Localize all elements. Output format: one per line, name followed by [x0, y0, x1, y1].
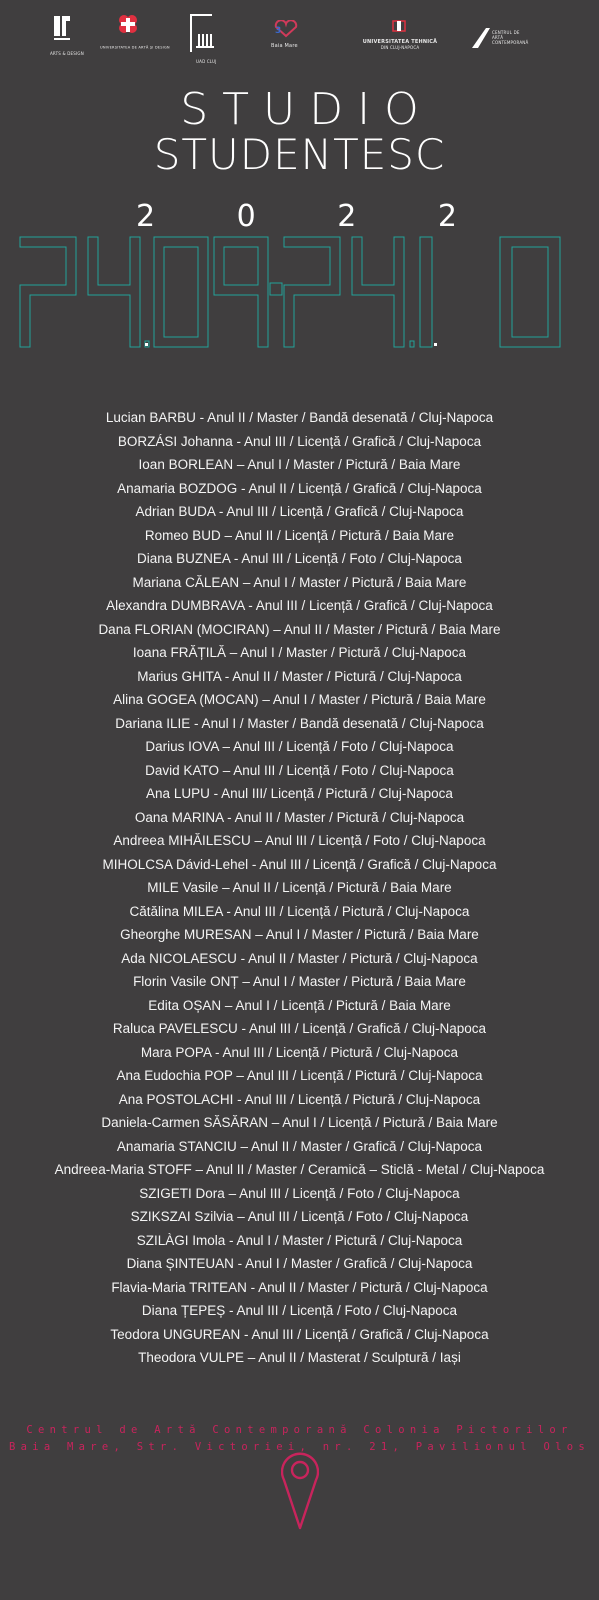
participant-entry: Alina GOGEA (MOCAN) – Anul I / Master / Pictură / Baia Mare — [113, 692, 486, 707]
participant-entry: Diana BUZNEA - Anul III / Licență / Foto / Cluj-Napoca — [137, 551, 462, 566]
participant-entry: SZILÀGI Imola - Anul I / Master / Pictură / Cluj-Napoca — [136, 1232, 463, 1248]
participant-entry: Mariana CĂLEAN – Anul I / Master / Pictură / Baia Mare — [132, 574, 467, 590]
participant-entry: Ana POSTOLACHI - Anul III / Licență / Pictură / Cluj-Napoca — [118, 1091, 481, 1107]
participant-entry: Ioana FRĂȚILĂ – Anul I / Master / Pictură / Cluj-Napoca — [132, 645, 467, 660]
participant-entry: Edita OȘAN – Anul I / Licență / Pictură / Baia Mare — [148, 997, 451, 1013]
participant-entry: Andreea MIHĂILESCU – Anul III / Licență / Foto / Cluj-Napoca — [113, 833, 486, 848]
participant-entry: BORZÁSI Johanna - Anul III / Licență / Grafică / Cluj-Napoca — [117, 433, 482, 449]
participant-entry: Ana LUPU - Anul III/ Licență / Pictură / Cluj-Napoca — [146, 786, 453, 801]
participant-entry: Mara POPA - Anul III / Licență / Pictură / Cluj-Napoca — [140, 1044, 459, 1060]
participant-entry: MIHOLCSA Dávid-Lehel - Anul III / Licență / Grafică / Cluj-Napoca — [102, 856, 497, 872]
participant-entry: Teodora UNGUREAN - Anul III / Licență / Grafică / Cluj-Napoca — [110, 1326, 489, 1342]
logo-caption: Baia Mare — [271, 43, 298, 49]
participant-entry: Florin Vasile ONȚ – Anul I / Master / Pictură / Baia Mare — [133, 974, 466, 989]
participant-entry: Raluca PAVELESCU - Anul III / Licență / Grafică / Cluj-Napoca — [112, 1021, 487, 1036]
participant-entry: Flavia-Maria TRITEAN - Anul II / Master / Pictură / Cluj-Napoca — [111, 1279, 488, 1295]
participant-entry: Romeo BUD – Anul II / Licență / Pictură / Baia Mare — [144, 527, 455, 543]
svg-text:3: 3 — [275, 26, 282, 36]
participant-entry: Darius IOVA – Anul III / Licență / Foto / Cluj-Napoca — [145, 739, 454, 754]
participant-entry: Daniela-Carmen SĂSĂRAN – Anul I / Licență / Pictură / Baia Mare — [101, 1115, 498, 1130]
address-venue: Centrul de Artă Contemporană Colonia Pictorilor — [26, 1424, 573, 1436]
participant-entry: Dana FLORIAN (MOCIRAN) – Anul II / Master / Pictură / Baia Mare — [98, 621, 501, 637]
participant-entry: Ana Eudochia POP – Anul III / Licență / Pictură / Cluj-Napoca — [116, 1068, 483, 1083]
participant-entry: Anamaria BOZDOG - Anul II / Licență / Grafică / Cluj-Napoca — [117, 480, 482, 496]
participant-entry: SZIKSZAI Szilvia – Anul III / Licență / Foto / Cluj-Napoca — [130, 1209, 469, 1224]
participant-entry: Diana ȚEPEȘ - Anul III / Licență / Foto / Cluj-Napoca — [141, 1303, 458, 1318]
participant-entry: David KATO – Anul III / Licență / Foto / Cluj-Napoca — [145, 762, 454, 778]
participants-list — [0, 406, 599, 1370]
participant-entry: SZIGETI Dora – Anul III / Licență / Foto / Cluj-Napoca — [139, 1185, 460, 1201]
participant-entry: Ada NICOLAESCU - Anul II / Master / Pictură / Cluj-Napoca — [121, 950, 478, 966]
participant-entry: Diana ȘINTEUAN - Anul I / Master / Grafică / Cluj-Napoca — [126, 1256, 473, 1271]
participant-entry: Marius GHITA - Anul II / Master / Pictură / Cluj-Napoca — [137, 668, 462, 684]
address-street: Baia Mare, Str. Victoriei, nr. 21, Pavilionul Olos — [8, 1441, 591, 1453]
column-building-logo — [188, 12, 218, 64]
participant-entry: Alexandra DUMBRAVA - Anul III / Licență / Grafică / Cluj-Napoca — [106, 598, 493, 613]
title-year: 2 0 2 2 — [136, 199, 493, 234]
map-pin-icon — [281, 1440, 319, 1530]
university-bracket-logo — [48, 12, 84, 64]
participant-entry: Andreea-Maria STOFF – Anul II / Master / Ceramică – Sticlă - Metal / Cluj-Napoca — [54, 1162, 545, 1177]
participant-entry: Adrian BUDA - Anul III / Licență / Grafică / Cluj-Napoca — [135, 504, 464, 519]
participant-entry: Anamaria STANCIU – Anul II / Master / Grafică / Cluj-Napoca — [116, 1138, 483, 1154]
participant-entry: Oana MARINA - Anul II / Master / Pictură / Cluj-Napoca — [134, 809, 465, 825]
participant-entry: Cătălina MILEA - Anul III / Licență / Pictură / Cluj-Napoca — [129, 903, 470, 919]
participant-entry: MILE Vasile – Anul II / Licență / Pictură / Baia Mare — [147, 880, 452, 895]
red-heart-cross-logo — [100, 12, 170, 64]
logo-caption: UNIVERSITATEA TEHNICĂ — [362, 39, 438, 45]
logo-caption: UNIVERSITATEA DE ARTĂ ȘI DESIGN — [100, 45, 170, 50]
partner-logos — [0, 8, 599, 68]
technical-university-logo — [360, 20, 440, 60]
participant-entry: Theodora VULPE – Anul II / Masterat / Sculptură / Iași — [138, 1350, 461, 1365]
exhibition-dates-graphic — [0, 233, 599, 361]
logo-caption: UAD CLUJ — [196, 59, 217, 64]
quill-feather-logo — [468, 24, 532, 60]
title-studio: STUDIO — [180, 84, 433, 135]
logo-caption: CENTRUL DE ARTĂ CONTEMPORANĂ — [492, 30, 529, 45]
participant-entry: Dariana ILIE - Anul I / Master / Bandă desenată / Cluj-Napoca — [115, 715, 484, 731]
baia-mare-heart-logo — [270, 20, 310, 60]
logo-caption: ARTS & DESIGN — [50, 51, 84, 56]
participant-entry: Ioan BORLEAN – Anul I / Master / Pictură / Baia Mare — [138, 457, 461, 472]
logo-subcaption: DIN CLUJ-NAPOCA — [380, 45, 420, 50]
participant-entry: Gheorghe MURESAN – Anul I / Master / Pictură / Baia Mare — [120, 927, 479, 942]
title-studentesc: STUDENTESC — [153, 130, 446, 179]
participant-entry: Lucian BARBU - Anul II / Master / Bandă desenată / Cluj-Napoca — [105, 410, 494, 425]
